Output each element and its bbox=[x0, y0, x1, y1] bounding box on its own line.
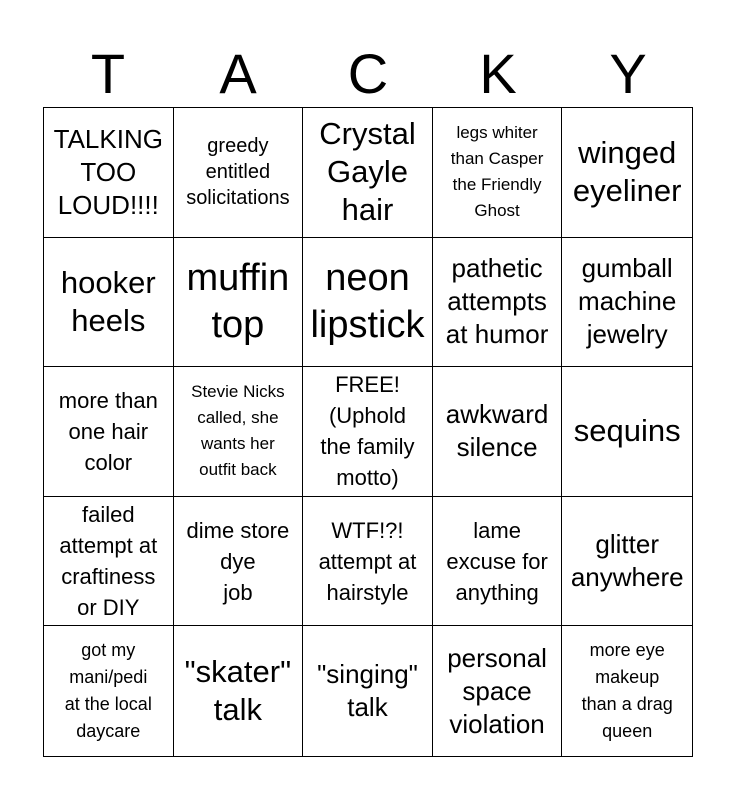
bingo-cell[interactable]: awkward silence bbox=[433, 367, 563, 497]
bingo-cell[interactable]: legs whiter than Casper the Friendly Ghost bbox=[433, 108, 563, 238]
bingo-cell[interactable]: got my mani/pedi at the local daycare bbox=[44, 626, 174, 756]
bingo-cell[interactable]: WTF!?! attempt at hairstyle bbox=[303, 497, 433, 627]
bingo-cell[interactable]: lame excuse for anything bbox=[433, 497, 563, 627]
bingo-cell[interactable]: gumball machine jewelry bbox=[562, 238, 692, 368]
bingo-cell[interactable]: neon lipstick bbox=[303, 238, 433, 368]
header-letter-y: Y bbox=[609, 42, 647, 105]
header-letter-c: C bbox=[347, 42, 389, 105]
bingo-cell[interactable]: glitter anywhere bbox=[562, 497, 692, 627]
bingo-cell[interactable]: muffin top bbox=[174, 238, 304, 368]
bingo-cell[interactable]: more than one hair color bbox=[44, 367, 174, 497]
bingo-cell[interactable]: pathetic attempts at humor bbox=[433, 238, 563, 368]
bingo-cell[interactable]: FREE! (Uphold the family motto) bbox=[303, 367, 433, 497]
bingo-cell[interactable]: TALKING TOO LOUD!!!! bbox=[44, 108, 174, 238]
header-letter-a: A bbox=[219, 42, 257, 105]
bingo-header bbox=[43, 42, 693, 106]
bingo-cell[interactable]: Crystal Gayle hair bbox=[303, 108, 433, 238]
header-letter-t: T bbox=[90, 42, 126, 105]
bingo-cell[interactable]: failed attempt at craftiness or DIY bbox=[44, 497, 174, 627]
bingo-cell[interactable]: Stevie Nicks called, she wants her outfit back bbox=[174, 367, 304, 497]
bingo-cell[interactable]: personal space violation bbox=[433, 626, 563, 756]
bingo-cell[interactable]: greedy entitled solicitations bbox=[174, 108, 304, 238]
bingo-cell[interactable]: sequins bbox=[562, 367, 692, 497]
header-letter-k: K bbox=[479, 42, 517, 105]
bingo-cell[interactable]: "skater" talk bbox=[174, 626, 304, 756]
bingo-cell[interactable]: winged eyeliner bbox=[562, 108, 692, 238]
bingo-cell[interactable]: more eye makeup than a drag queen bbox=[581, 640, 673, 742]
bingo-grid bbox=[43, 107, 693, 757]
bingo-cell[interactable]: hooker heels bbox=[44, 238, 174, 368]
bingo-cell[interactable]: dime store dye job bbox=[174, 497, 304, 627]
bingo-cell[interactable]: "singing" talk bbox=[303, 626, 433, 756]
